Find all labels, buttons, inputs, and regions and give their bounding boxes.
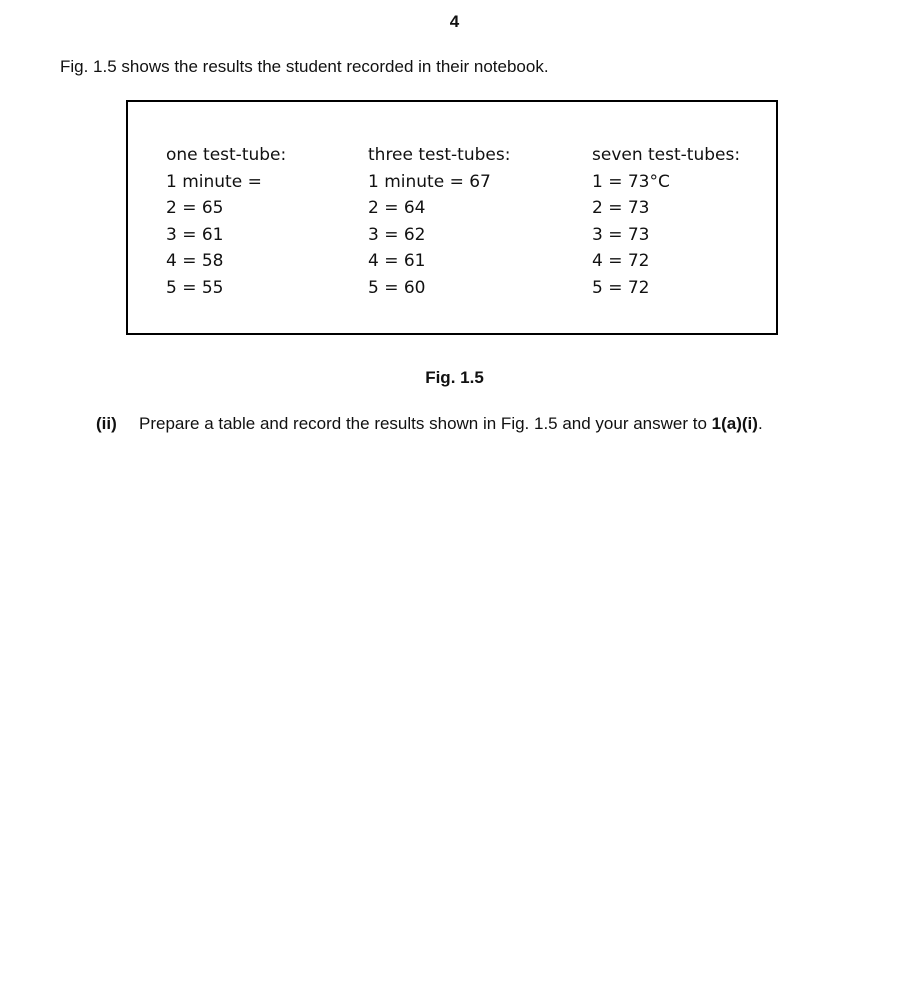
result-line: 5 = 60 (368, 277, 426, 298)
notebook-column-one-test-tube (166, 142, 286, 301)
page-number: 4 (449, 12, 460, 31)
column-header: three test-tubes: (368, 145, 511, 165)
result-line: 2 = 73 (592, 198, 650, 218)
result-line: 5 = 55 (166, 277, 224, 298)
result-line: 3 = 61 (166, 224, 224, 245)
result-line: 4 = 72 (592, 251, 650, 271)
question-ii (96, 414, 763, 434)
question-text-end: . (757, 414, 763, 433)
notebook-column-seven-test-tubes (592, 142, 740, 301)
column-header: seven test-tubes: (592, 145, 741, 165)
intro-text: Fig. 1.5 shows the results the student recorded in their notebook. (60, 57, 549, 76)
notebook-column-three-test-tubes (368, 142, 510, 301)
result-line: 4 = 61 (368, 251, 426, 271)
result-line: 1 minute = (166, 171, 262, 192)
question-text: Prepare a table and record the results shown in Fig. 1.5 and your answer to (139, 414, 712, 433)
question-reference: 1(a)(i) (711, 414, 758, 433)
result-line: 4 = 58 (166, 251, 224, 271)
notebook-results-box (126, 100, 778, 335)
question-number: (ii) (96, 414, 117, 433)
column-header: one test-tube: (166, 145, 287, 165)
result-line: 3 = 73 (592, 224, 650, 245)
result-line: 1 minute = 67 (368, 171, 491, 192)
result-line: 2 = 64 (368, 198, 426, 218)
result-line: 5 = 72 (592, 277, 650, 298)
result-line: 3 = 62 (368, 224, 426, 245)
figure-caption: Fig. 1.5 (425, 368, 484, 387)
result-line: 2 = 65 (166, 198, 224, 218)
result-line: 1 = 73°C (592, 171, 670, 192)
